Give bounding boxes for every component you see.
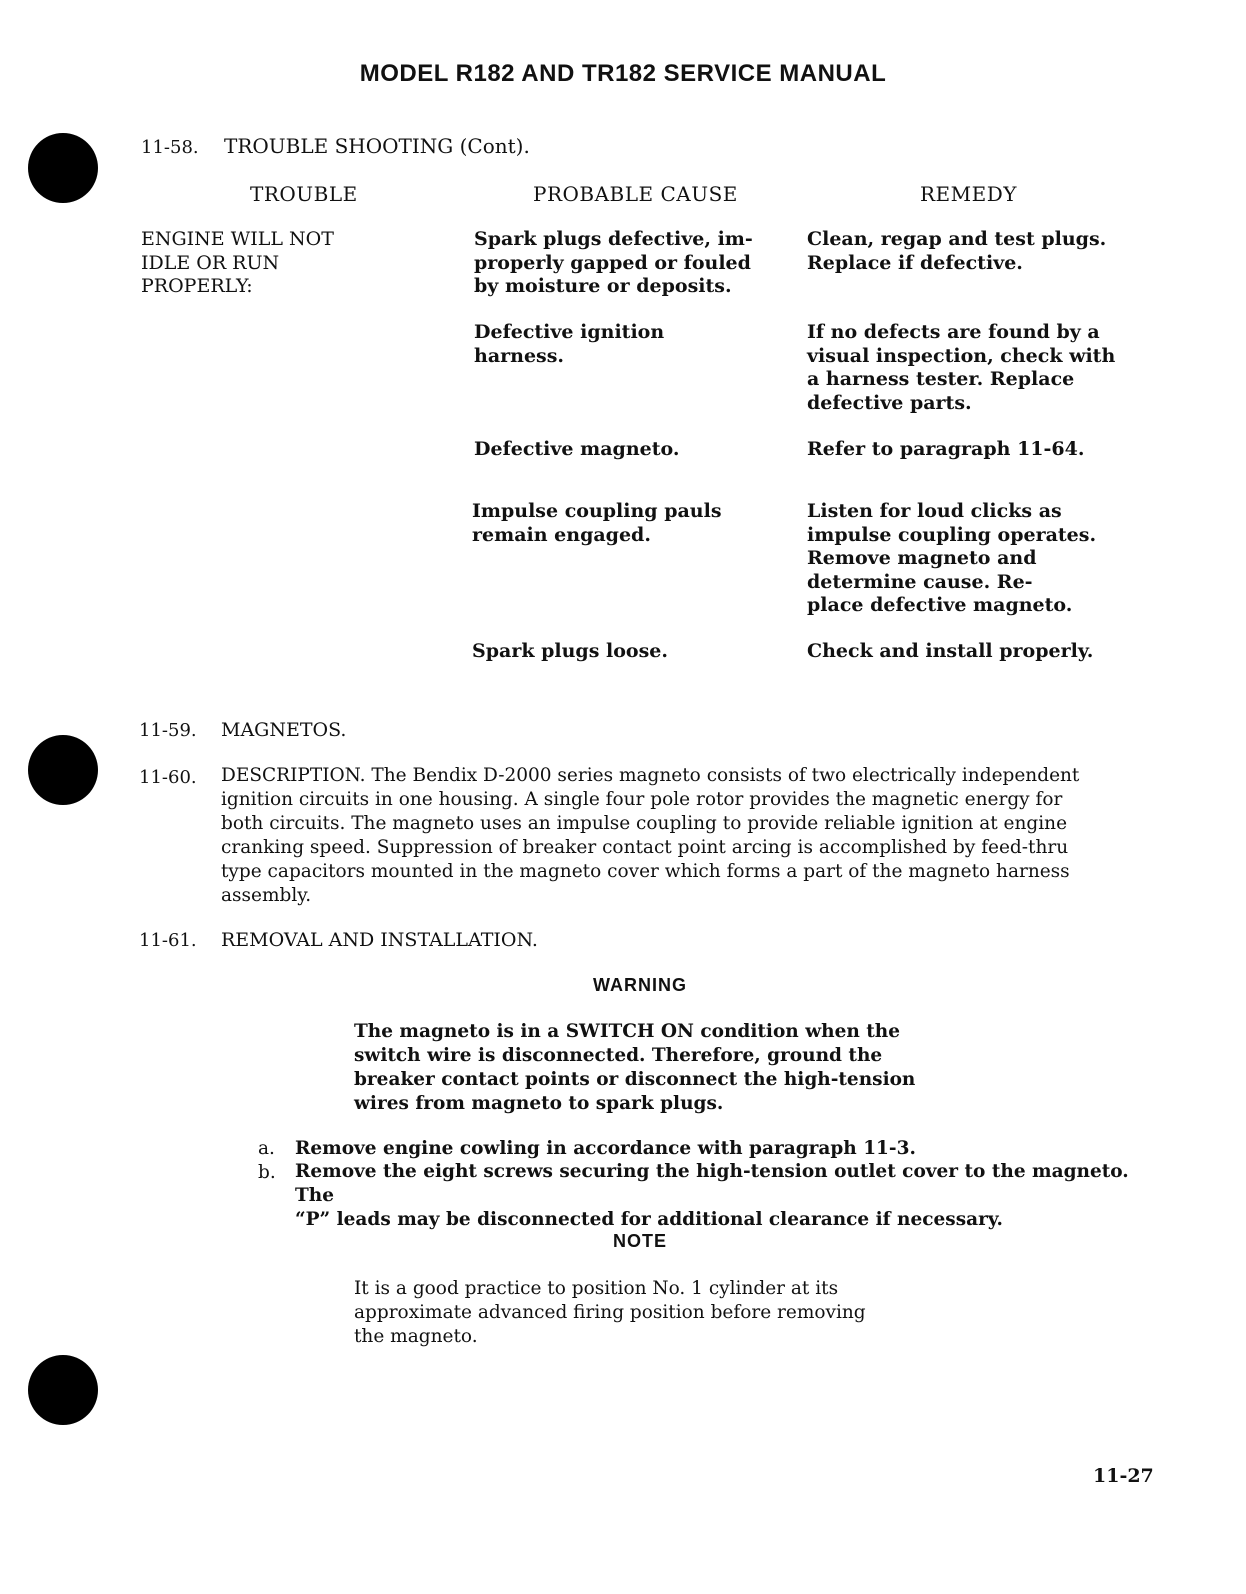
remedy-line: Refer to paragraph 11-64. — [807, 438, 1085, 460]
remedy-line: place defective magneto. — [807, 594, 1073, 616]
page-title: MODEL R182 AND TR182 SERVICE MANUAL — [359, 60, 887, 87]
cause-cell — [474, 438, 794, 462]
description-paragraph — [221, 764, 1151, 908]
section-number-11-60: 11-60. — [139, 767, 197, 788]
remedy-cell — [807, 500, 1147, 618]
description-line: ignition circuits in one housing. A single four pole rotor provides the magnetic energy for — [221, 789, 1063, 810]
note-line: It is a good practice to position No. 1 cylinder at its — [354, 1278, 839, 1299]
note-line: the magneto. — [354, 1326, 478, 1347]
step-text — [295, 1137, 1155, 1161]
warning-text — [354, 1020, 928, 1116]
cause-cell — [474, 228, 794, 299]
binder-hole-top — [28, 133, 98, 203]
binder-hole-bottom — [28, 1355, 98, 1425]
remedy-cell — [807, 438, 1147, 462]
cause-line: Spark plugs defective, im- — [474, 228, 753, 250]
cause-line: Defective magneto. — [474, 438, 680, 460]
remedy-line: defective parts. — [807, 391, 972, 414]
warning-line: switch wire is disconnected. Therefore, ground the — [354, 1045, 883, 1066]
warning-line: wires from magneto to spark plugs. — [354, 1093, 724, 1114]
cause-cell — [474, 321, 794, 368]
remedy-line: Check and install properly. — [807, 640, 1094, 662]
column-header-trouble: TROUBLE — [250, 182, 358, 206]
section-heading-magnetos: MAGNETOS. — [221, 719, 347, 741]
cause-cell — [472, 640, 792, 664]
remedy-cell — [807, 321, 1147, 415]
step-line: Remove the eight screws securing the high-tension outlet cover to the magneto. The — [295, 1161, 1129, 1206]
step-text — [295, 1160, 1155, 1232]
column-header-probable-cause: PROBABLE CAUSE — [533, 182, 738, 206]
cause-line: Impulse coupling pauls — [472, 500, 722, 522]
step-line: Remove engine cowling in accordance with paragraph 11-3. — [295, 1138, 916, 1159]
step-label: b. — [258, 1162, 276, 1183]
cause-line: by moisture or deposits. — [474, 275, 732, 297]
description-line: cranking speed. Suppression of breaker contact point arcing is accomplished by feed-thru — [221, 837, 1069, 858]
section-number-11-58: 11-58. — [141, 137, 199, 158]
cause-line: remain engaged. — [472, 523, 651, 546]
section-heading-removal-installation: REMOVAL AND INSTALLATION. — [221, 929, 538, 951]
binder-hole-middle — [28, 735, 98, 805]
remedy-line: determine cause. Re- — [807, 570, 1033, 593]
trouble-cell — [141, 228, 334, 299]
trouble-line: ENGINE WILL NOT — [141, 228, 334, 250]
warning-line: breaker contact points or disconnect the high-tension — [354, 1069, 916, 1090]
step-label: a. — [258, 1138, 275, 1159]
cause-line: Spark plugs loose. — [472, 640, 668, 662]
description-line: both circuits. The magneto uses an impulse coupling to provide reliable ignition at engine — [221, 813, 1068, 834]
page-number: 11-27 — [1093, 1465, 1154, 1487]
remedy-line: Replace if defective. — [807, 251, 1023, 274]
note-title: NOTE — [612, 1231, 667, 1251]
description-line: DESCRIPTION. The Bendix D-2000 series magneto consists of two electrically independent — [221, 765, 1080, 786]
note-text — [354, 1277, 928, 1349]
section-heading-trouble-shooting: TROUBLE SHOOTING (Cont). — [224, 134, 530, 158]
remedy-line: If no defects are found by a — [807, 321, 1100, 343]
step-line: “P” leads may be disconnected for additional clearance if necessary. — [295, 1209, 1003, 1230]
remedy-line: Clean, regap and test plugs. — [807, 228, 1107, 250]
cause-cell — [472, 500, 792, 547]
remedy-line: a harness tester. Replace — [807, 368, 1075, 390]
section-number-11-61: 11-61. — [139, 930, 197, 951]
cause-line: properly gapped or fouled — [474, 251, 751, 274]
note-line: approximate advanced firing position before removing — [354, 1302, 866, 1323]
remedy-line: visual inspection, check with — [807, 344, 1116, 367]
remedy-line: Remove magneto and — [807, 547, 1037, 569]
cause-line: Defective ignition — [474, 321, 665, 343]
remedy-line: impulse coupling operates. — [807, 523, 1097, 546]
remedy-line: Listen for loud clicks as — [807, 500, 1062, 522]
warning-line: The magneto is in a SWITCH ON condition when the — [354, 1021, 900, 1042]
description-line: type capacitors mounted in the magneto cover which forms a part of the magneto harness — [221, 861, 1070, 882]
remedy-cell — [807, 640, 1147, 664]
trouble-line: PROPERLY: — [141, 275, 253, 297]
warning-title: WARNING — [593, 975, 687, 995]
column-header-remedy: REMEDY — [920, 182, 1017, 206]
cause-line: harness. — [474, 344, 565, 367]
section-number-11-59: 11-59. — [139, 720, 197, 741]
trouble-line: IDLE OR RUN — [141, 251, 280, 274]
description-line: assembly. — [221, 885, 312, 906]
remedy-cell — [807, 228, 1147, 275]
